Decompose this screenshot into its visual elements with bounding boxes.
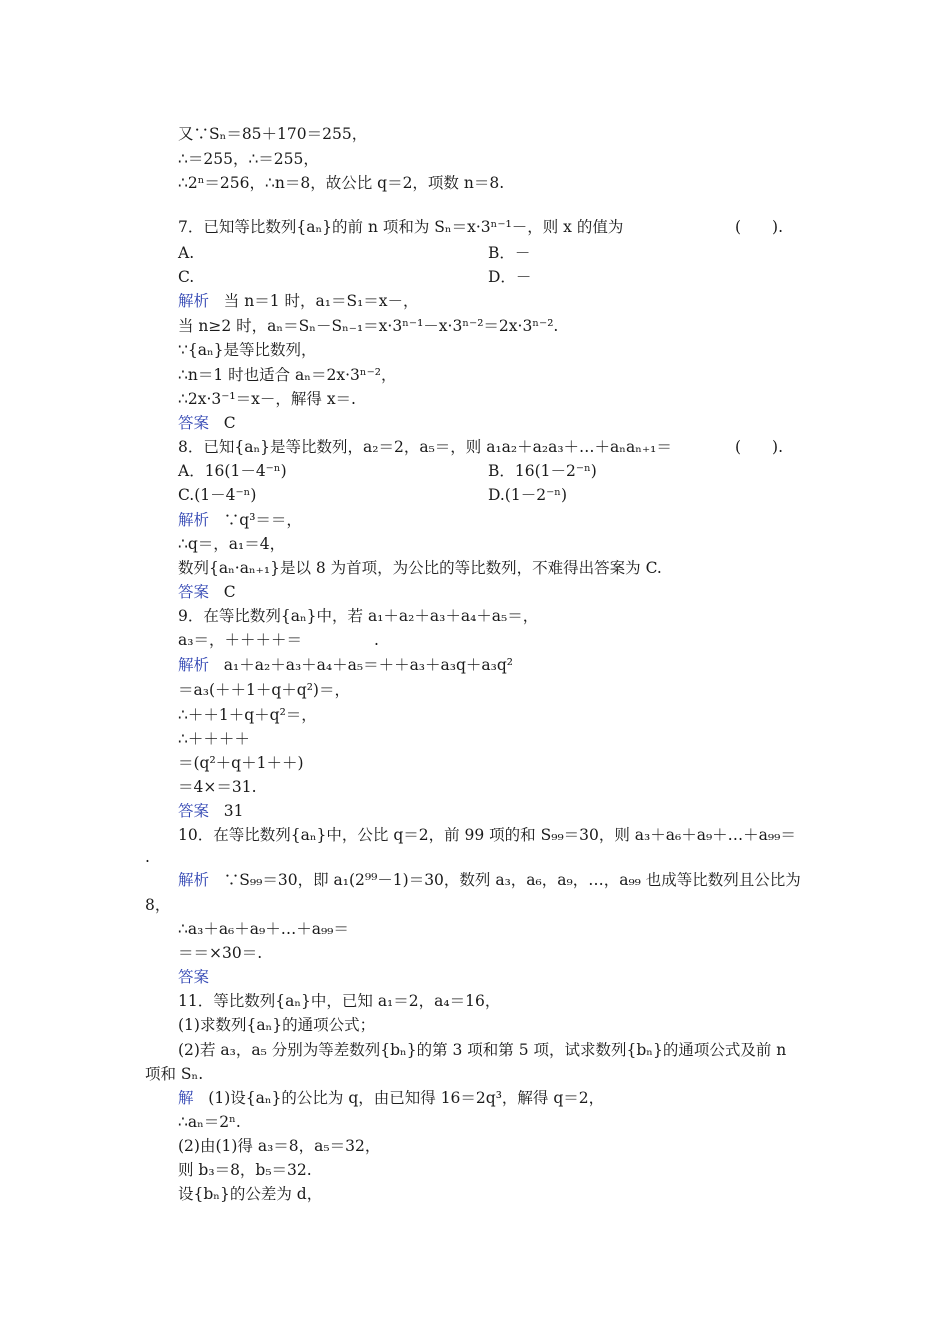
answer-paren: ( ).	[735, 438, 784, 456]
text-line: 项和 Sₙ.	[145, 1065, 204, 1083]
text-line: (2)若 a₃，a₅ 分别为等差数列{bₙ}的第 3 项和第 5 项，试求数列{bₙ}的通项公式及前 n	[178, 1041, 787, 1059]
daan-label: 答案	[178, 802, 210, 820]
option-c: C.(1－4⁻ⁿ)	[178, 486, 257, 504]
option-b: B．－	[488, 244, 531, 262]
question-9: 9．在等比数列{aₙ}中，若 a₁＋a₂＋a₃＋a₄＋a₅＝，	[178, 607, 539, 625]
text-span: ∵q³＝＝，	[223, 511, 302, 529]
text-span: ∵S₉₉＝30，即 a₁(2⁹⁹－1)＝30，数列 a₃，a₆，a₉，…，a₉₉ 也成等比数列且公比为	[223, 871, 801, 889]
text-span: C	[223, 414, 236, 432]
text-line: a₃＝，＋＋＋＋＝	[178, 631, 302, 649]
daan-label: 答案	[178, 968, 210, 986]
text-line: ＝a₃(＋＋1＋q＋q²)＝，	[178, 681, 350, 699]
blank-period: .	[374, 631, 379, 649]
solution-line	[178, 1088, 604, 1108]
text-line: ∴＝255，∴＝255，	[178, 150, 319, 168]
text-line: ∴2ⁿ＝256，∴n＝8，故公比 q＝2，项数 n＝8.	[178, 174, 505, 192]
text-line: 又∵Sₙ＝85＋170＝255，	[178, 125, 368, 143]
text-line: ∴＋＋1＋q＋q²＝，	[178, 706, 317, 724]
jiexi-label: 解析	[178, 656, 210, 674]
question-8: 8．已知{aₙ}是等比数列，a₂＝2，a₅＝，则 a₁a₂＋a₂a₃＋…＋aₙaₙ₊₁＝	[178, 438, 672, 456]
text-line: ＝(q²＋q＋1＋＋)	[178, 754, 304, 772]
text-line: 设{bₙ}的公差为 d，	[178, 1185, 323, 1203]
option-b: B．16(1－2⁻ⁿ)	[488, 462, 597, 480]
text-line: ＝4×＝31.	[178, 778, 257, 796]
text-span: 31	[223, 802, 244, 820]
text-line: ∴＋＋＋＋	[178, 730, 250, 748]
text-line: ∴n＝1 时也适合 aₙ＝2x·3ⁿ⁻²，	[178, 366, 397, 384]
text-line: ∵{aₙ}是等比数列，	[178, 341, 317, 359]
solution-line	[178, 870, 801, 890]
text-line: 当 n≥2 时，aₙ＝Sₙ－Sₙ₋₁＝x·3ⁿ⁻¹－x·3ⁿ⁻²＝2x·3ⁿ⁻².	[178, 317, 559, 335]
solution-line	[178, 510, 302, 530]
option-a: A.	[178, 244, 195, 262]
option-c: C.	[178, 268, 195, 286]
text-line: .	[145, 848, 150, 866]
answer-line	[178, 413, 236, 433]
text-line: ∴a₃＋a₆＋a₉＋…＋a₉₉＝	[178, 920, 349, 938]
text-line: ∴aₙ＝2ⁿ.	[178, 1113, 241, 1131]
daan-label: 答案	[178, 583, 210, 601]
jiexi-label: 解析	[178, 292, 210, 310]
solution-line	[178, 655, 513, 675]
jiexi-label: 解析	[178, 511, 210, 529]
text-line: ∴2x·3⁻¹＝x－，解得 x＝.	[178, 390, 356, 408]
text-line: ＝＝×30＝.	[178, 944, 263, 962]
option-a: A．16(1－4⁻ⁿ)	[178, 462, 287, 480]
text-span: a₁＋a₂＋a₃＋a₄＋a₅＝＋＋a₃＋a₃q＋a₃q²	[223, 656, 513, 674]
daan-label: 答案	[178, 414, 210, 432]
answer-line	[178, 801, 244, 821]
answer-line	[178, 582, 236, 602]
question-7: 7．已知等比数列{aₙ}的前 n 项和为 Sₙ＝x·3ⁿ⁻¹－，则 x 的值为	[178, 218, 624, 236]
answer-line	[178, 967, 209, 987]
text-line: (2)由(1)得 a₃＝8，a₅＝32，	[178, 1137, 381, 1155]
text-span: (1)设{aₙ}的公比为 q，由已知得 16＝2q³，解得 q＝2，	[208, 1089, 605, 1107]
text-span: C	[223, 583, 236, 601]
jiexi-label: 解析	[178, 871, 210, 889]
jie-label: 解	[178, 1089, 194, 1107]
question-10: 10．在等比数列{aₙ}中，公比 q＝2，前 99 项的和 S₉₉＝30，则 a₃＋a₆＋a₉＋…＋a₉₉＝	[178, 826, 796, 844]
text-span: 当 n＝1 时，a₁＝S₁＝x－，	[223, 292, 419, 310]
text-line: ∴q＝，a₁＝4，	[178, 535, 286, 553]
text-line: 8，	[145, 896, 171, 914]
option-d: D.(1－2⁻ⁿ)	[488, 486, 568, 504]
option-d: D．－	[488, 268, 532, 286]
question-11: 11．等比数列{aₙ}中，已知 a₁＝2，a₄＝16，	[178, 992, 501, 1010]
answer-paren: ( ).	[735, 218, 784, 236]
solution-line	[178, 291, 419, 311]
text-line: (1)求数列{aₙ}的通项公式；	[178, 1016, 376, 1034]
text-line: 则 b₃＝8，b₅＝32.	[178, 1161, 312, 1179]
text-line: 数列{aₙ·aₙ₊₁}是以 8 为首项，为公比的等比数列，不难得出答案为 C.	[178, 559, 662, 577]
